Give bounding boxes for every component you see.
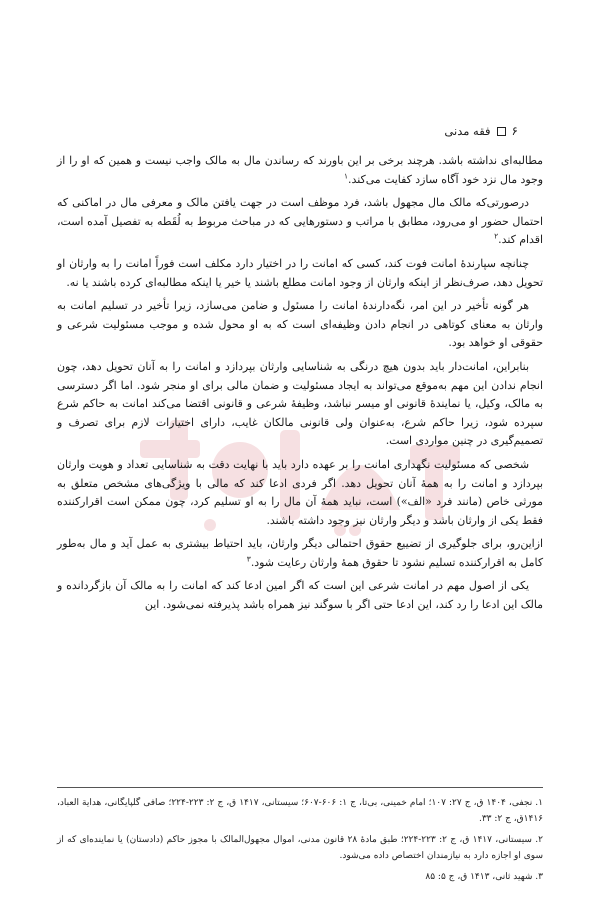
main-text [57,152,543,620]
page-number: ۶ [511,124,518,138]
footnote-2: ۲. سیستانی، ۱۴۱۷ ق، ج ۲: ۲۲۳-۲۲۴؛ طبق مادۀ ۲۸ قانون مدنی، اموال مجهول‌المالک با مجوز حاکم (دادستان) یا نماینده‌ای که از سوی او اجازه دارد به نیازمندان اختصاص داده می‌شود. [57,835,543,861]
footnote-3: ۳. شهید ثانی، ۱۴۱۳ ق، ج ۵: ۸۵ [425,872,543,882]
square-bullet-icon [497,127,506,136]
paragraph-3: چنانچه سپارندۀ امانت فوت کند، کسی که امانت را در اختیار دارد مکلف است فوراً امانت را به وارثان او تحویل دهد، صرف‌نظر از اینکه وارثان از وجود امانت مطلع باشند یا خیر یا اینکه مطالبه‌ای کرده باشند یا نه. [57,256,543,289]
paragraph-1: مطالبه‌ای نداشته باشد. هرچند برخی بر این باورند که رساندن مال به مالک واجب نیست و همین که او را از وجود مال نزد خود آگاه سازد کفایت می‌کند.$^۱$ [57,154,543,186]
footnote-ref-3: ۳ [246,554,251,564]
paragraph-8: یکی از اصول مهم در امانت شرعی این است که اگر امین ادعا کند که امانت را به مالک آن بازگردانده و مالک این ادعا را رد کند، این ادعا حتی اگر با سوگند نیز همراه باشد پذیرفته نمی‌شود. این [57,579,543,612]
footnote-1: ۱. نجفی، ۱۴۰۴ ق، ج ۲۷: ۱۰۷؛ امام خمینی، بی‌تا، ج ۱: ۶۰۶-۶۰۷؛ سیستانی، ۱۴۱۷ ق، ج ۲: ۲۲۳-۲۲۴؛ صافی گلپایگانی، هدایة العباد، ۱۴۱۶ق، ج ۲: ۳۳. [57,798,543,824]
paragraph-5: بنابراین، امانت‌دار باید بدون هیچ درنگی به شناسایی وارثان بپردازد و امانت را به آنان تحویل دهد، چون انجام ندادن این مهم به‌موقع می‌تواند به ایجاد مسئولیت و ضمان مالی برای او منجر شود. اما اگر دسترسی به مالک، وکیل، یا نمایندۀ قانونی او میسر نباشد، وظیفۀ شرعی و قانونی اقتضا می‌کند امانت به حاکم شرع سپرده شود، زیرا حاکم شرع، به‌عنوان ولی قانونی مالکان غایب، دارای اختیارات لازم برای تصرف و تصمیم‌گیری در چنین مواردی است. [57,359,543,448]
footnote-divider [57,787,543,788]
paragraph-4: هر گونه تأخیر در این امر، نگه‌دارندۀ امانت را مسئول و ضامن می‌سازد، زیرا تأخیر در تسلیم امانت به وارثان به معنای کوتاهی در انجام دادن وظیفه‌ای است که به او محول شده و موجب مسئولیت شرعی و حقوقی او خواهد بود. [57,299,543,350]
book-title: فقه مدنی [444,124,491,138]
paragraph-7: ازاین‌رو، برای جلوگیری از تضییع حقوق احتمالی دیگر وارثان، باید احتیاط بیشتری به عمل آید و مال به‌طور کامل به اقرارکننده تسلیم نشود تا حقوق همۀ وارثان رعایت شود.$^۳$ [57,537,543,569]
footnotes [57,796,543,892]
footnote-ref-1: ۱ [344,170,349,180]
footnote-ref-2: ۲ [494,231,499,241]
running-header [444,124,518,138]
paragraph-6: شخصی که مسئولیت نگهداری امانت را بر عهده دارد باید با نهایت دقت به شناسایی تعداد و هویت وارثان بپردازد و امانت را به همۀ آنان تحویل دهد. اگر فردی ادعا کند که مالی با ویژگی‌های مشخص متعلق به مورثی خاص (مانند فرد «الف») است، نباید همۀ آن مال را به او تسلیم کرد، چون ممکن است اقرارکننده فقط یکی از وارثان باشد و دیگر وارثان نیز وجود داشته باشند. [57,457,543,527]
paragraph-2: درصورتی‌که مالک مال مجهول باشد، فرد موظف است در جهت یافتن مالک و معرفی مال در اماکنی که احتمال حضور او می‌رود، مطابق با مراتب و دستورهایی که در مباحث مربوط به لُقَطه به تفصیل آمده است، اقدام کند.$^۲$ [57,196,543,247]
